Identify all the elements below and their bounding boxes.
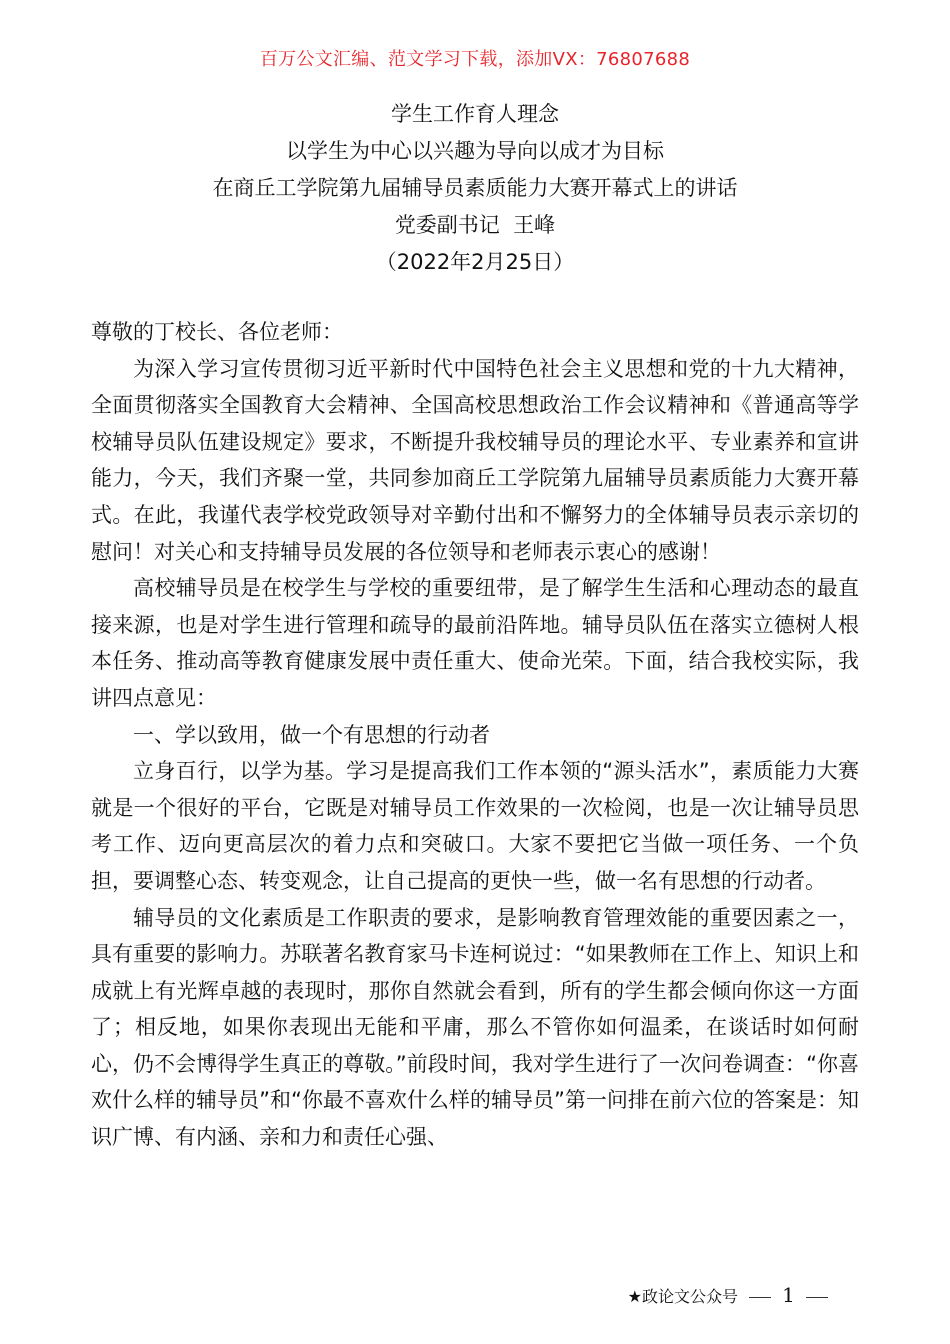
title-line-3: 在商丘工学院第九届辅导员素质能力大赛开幕式上的讲话: [212, 176, 738, 200]
author-line: 党委副书记 王峰: [394, 213, 556, 237]
paragraph-3: 立身百行，以学为基。学习是提高我们工作本领的“源头活水”，素质能力大赛就是一个很好的平台，它既是对辅导员工作效果的一次检阅，也是一次让辅导员思考工作、迈向更高层次的着力点和突破口。大家不要把它当做一项任务、一个负担，要调整心态、转变观念，让自己提高的更快一些，做一名有思想的行动者。: [91, 759, 859, 893]
salutation: 尊敬的丁校长、各位老师：: [91, 320, 343, 344]
paragraph-4: 辅导员的文化素质是工作职责的要求，是影响教育管理效能的重要因素之一，具有重要的影响力。苏联著名教育家马卡连柯说过：“如果教师在工作上、知识上和成就上有光辉卓越的表现时，那你自然就会看到，所有的学生都会倾向你这一方面了；相反地，如果你表现出无能和平庸，那么不管你如何温柔，在谈话时如何耐心，仍不会博得学生真正的尊敬。”前段时间，我对学生进行了一次问卷调查：“你喜欢什么样的辅导员”和“你最不喜欢什么样的辅导员”第一问排在前六位的答案是：知识广博、有内涵、亲和力和责任心强、: [91, 905, 859, 1150]
paragraph-2: 高校辅导员是在校学生与学校的重要纽带，是了解学生生活和心理动态的最直接来源，也是对学生进行管理和疏导的最前沿阵地。辅导员队伍在落实立德树人根本任务、推动高等教育健康发展中责任重大、使命光荣。下面，结合我校实际，我讲四点意见：: [91, 576, 859, 710]
section-heading-1: 一、学以致用，做一个有思想的行动者: [133, 722, 490, 747]
document-title-block: [0, 96, 950, 281]
footer-source: ★政论文公众号: [627, 1287, 738, 1306]
footer-dash-left: [749, 1297, 771, 1298]
document-body: [91, 314, 859, 1156]
footer-dash-right: [806, 1297, 828, 1298]
title-line-2: 以学生为中心以兴趣为导向以成才为目标: [286, 139, 664, 163]
page-number: 1: [782, 1283, 795, 1307]
paragraph-1: 为深入学习宣传贯彻习近平新时代中国特色社会主义思想和党的十九大精神，全面贯彻落实全国教育大会精神、全国高校思想政治工作会议精神和《普通高等学校辅导员队伍建设规定》要求，不断提升我校辅导员的理论水平、专业素养和宣讲能力，今天，我们齐聚一堂，共同参加商丘工学院第九届辅导员素质能力大赛开幕式。在此，我谨代表学校党政领导对辛勤付出和不懈努力的全体辅导员表示亲切的慰问！对关心和支持辅导员发展的各位领导和老师表示衷心的感谢！: [91, 356, 859, 564]
date-line: （2022年2月25日）: [375, 250, 575, 274]
page-footer: [628, 1282, 834, 1310]
watermark-banner: 百万公文汇编、范文学习下载，添加VX：76807688: [259, 49, 691, 70]
title-line-1: 学生工作育人理念: [391, 102, 559, 126]
